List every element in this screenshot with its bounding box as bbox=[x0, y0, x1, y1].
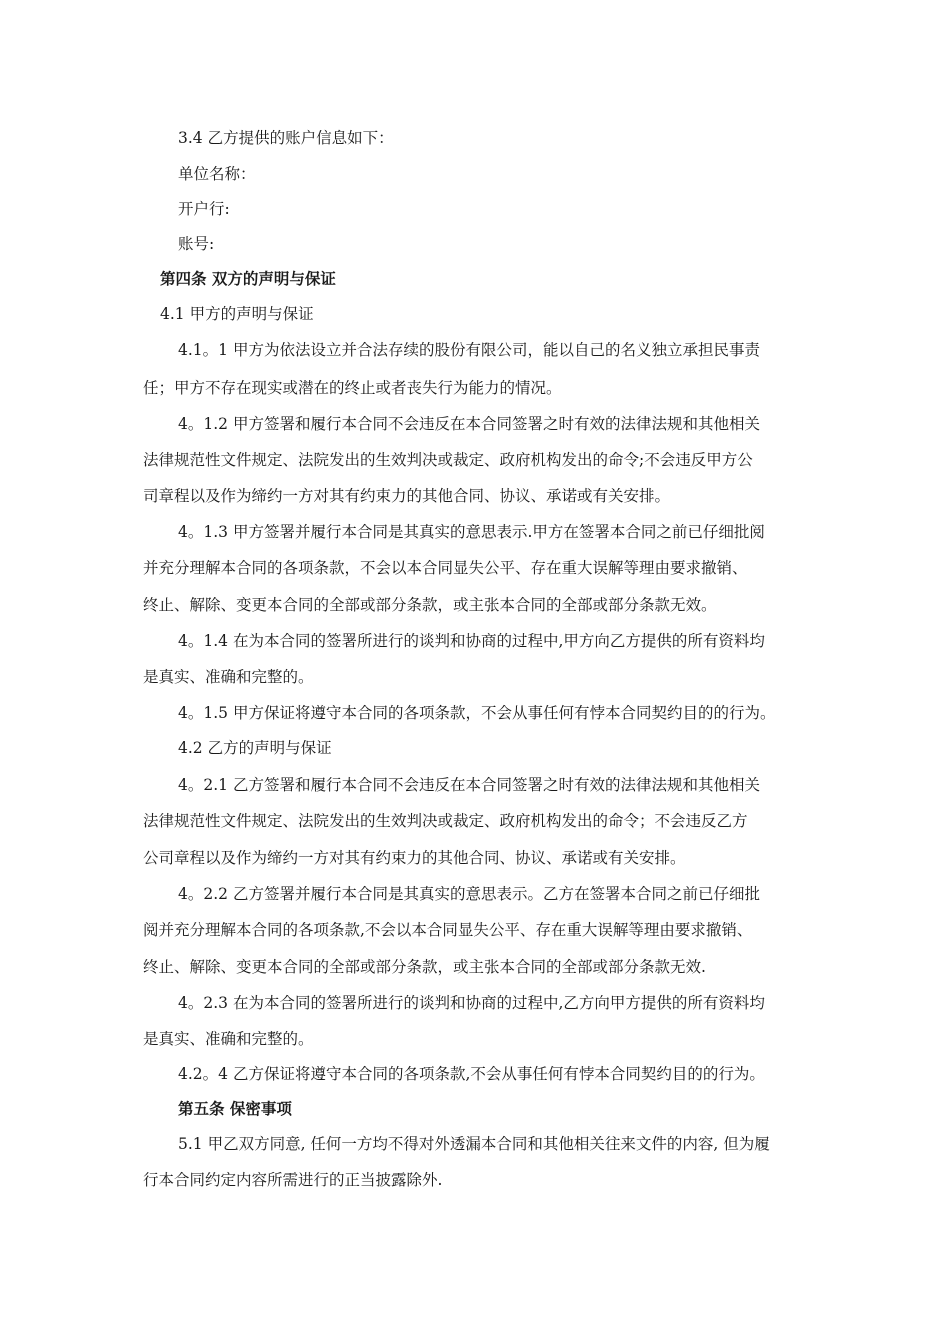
clause-3-4-heading: 3.4 乙方提供的账户信息如下： bbox=[178, 129, 394, 147]
article-4-heading: 第四条 双方的声明与保证 bbox=[160, 270, 336, 288]
paragraph-line: 是真实、准确和完整的。 bbox=[143, 1030, 314, 1048]
paragraph-line: 终止、解除、变更本合同的全部或部分条款，或主张本合同的全部或部分条款无效。 bbox=[143, 596, 717, 614]
bank-line: 开户行: bbox=[178, 200, 230, 218]
paragraph-line: 4。1.2 甲方签署和履行本合同不会违反在本合同签署之时有效的法律法规和其他相关 bbox=[178, 415, 760, 433]
paragraph-line: 4.1。1 甲方为依法设立并合法存续的股份有限公司，能以自己的名义独立承担民事责 bbox=[178, 341, 760, 359]
paragraph-line: 4。2.1 乙方签署和履行本合同不会违反在本合同签署之时有效的法律法规和其他相关 bbox=[178, 776, 760, 794]
paragraph-line: 并充分理解本合同的各项条款，不会以本合同显失公平、存在重大误解等理由要求撤销、 bbox=[143, 559, 748, 577]
paragraph-line: 法律规范性文件规定、法院发出的生效判决或裁定、政府机构发出的命令；不会违反乙方 bbox=[143, 812, 748, 830]
account-number-line: 账号: bbox=[178, 235, 215, 253]
paragraph-line: 是真实、准确和完整的。 bbox=[143, 668, 314, 686]
paragraph-line: 4。1.4 在为本合同的签署所进行的谈判和协商的过程中,甲方向乙方提供的所有资料均 bbox=[178, 632, 765, 650]
unit-name-line: 单位名称： bbox=[178, 165, 256, 183]
clause-4-2-heading: 4.2 乙方的声明与保证 bbox=[178, 739, 332, 757]
paragraph-line: 终止、解除、变更本合同的全部或部分条款，或主张本合同的全部或部分条款无效. bbox=[143, 958, 706, 976]
paragraph-line: 法律规范性文件规定、法院发出的生效判决或裁定、政府机构发出的命令;不会违反甲方公 bbox=[143, 451, 753, 469]
paragraph-line: 行本合同约定内容所需进行的正当披露除外. bbox=[143, 1171, 443, 1189]
paragraph-line: 4.2。4 乙方保证将遵守本合同的各项条款,不会从事任何有悖本合同契约目的的行为。 bbox=[178, 1065, 765, 1083]
paragraph-line: 司章程以及作为缔约一方对其有约束力的其他合同、协议、承诺或有关安排。 bbox=[143, 487, 671, 505]
article-5-heading: 第五条 保密事项 bbox=[178, 1100, 292, 1118]
paragraph-line: 任；甲方不存在现实或潜在的终止或者丧失行为能力的情况。 bbox=[143, 379, 562, 397]
paragraph-line: 公司章程以及作为缔约一方对其有约束力的其他合同、协议、承诺或有关安排。 bbox=[143, 849, 686, 867]
paragraph-line: 4。2.2 乙方签署并履行本合同是其真实的意思表示。乙方在签署本合同之前已仔细批 bbox=[178, 885, 760, 903]
clause-4-1-heading: 4.1 甲方的声明与保证 bbox=[160, 305, 314, 323]
paragraph-line: 阅并充分理解本合同的各项条款,不会以本合同显失公平、存在重大误解等理由要求撤销、 bbox=[143, 921, 753, 939]
paragraph-line: 4。2.3 在为本合同的签署所进行的谈判和协商的过程中,乙方向甲方提供的所有资料均 bbox=[178, 994, 765, 1012]
paragraph-line: 4。1.5 甲方保证将遵守本合同的各项条款，不会从事任何有悖本合同契约目的的行为。 bbox=[178, 704, 776, 722]
paragraph-line: 5.1 甲乙双方同意, 任何一方均不得对外透漏本合同和其他相关往来文件的内容, 但为履 bbox=[178, 1135, 770, 1153]
paragraph-line: 4。1.3 甲方签署并履行本合同是其真实的意思表示.甲方在签署本合同之前已仔细批阅 bbox=[178, 523, 765, 541]
